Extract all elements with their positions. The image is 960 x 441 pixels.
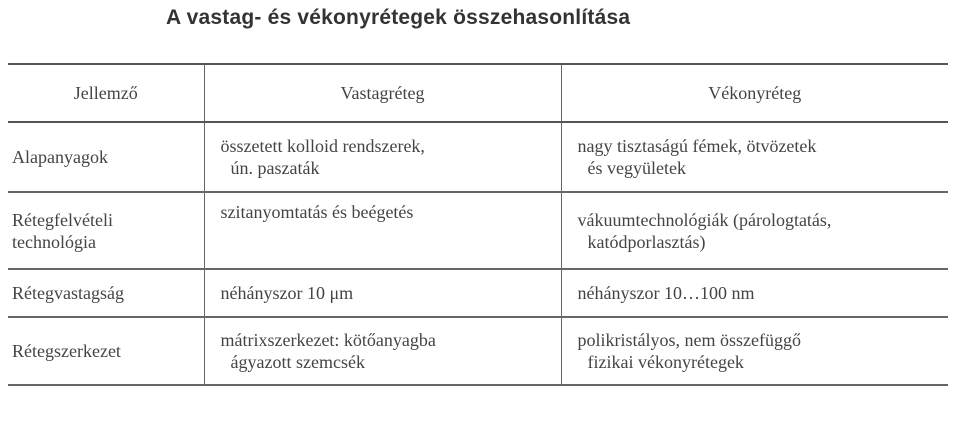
header-vastagreteg: Vastagréteg	[204, 64, 561, 122]
cell-thick-alapanyagok: összetett kolloid rendszerek, ún. paszaták	[204, 122, 561, 192]
table-row	[8, 122, 948, 192]
row-label-alapanyagok: Alapanyagok	[8, 122, 204, 192]
cell-thick-retegvastagsag: néhányszor 10 μm	[204, 269, 561, 317]
header-jellemzo: Jellemző	[8, 64, 204, 122]
cell-thin-retegvastagsag: néhányszor 10…100 nm	[561, 269, 948, 317]
cell-thin-retegfelveteli: vákuumtechnológiák (párologtatás, katódporlasztás)	[561, 192, 948, 269]
row-label-retegfelveteli: Rétegfelvételi technológia	[8, 192, 204, 269]
cell-thick-retegszerkezet: mátrixszerkezet: kötőanyagba ágyazott szemcsék	[204, 317, 561, 385]
document-title: A vastag- és vékonyrétegek összehasonlítása	[166, 6, 631, 29]
cell-thin-retegszerkezet: polikristályos, nem összefüggő fizikai vékonyrétegek	[561, 317, 948, 385]
table-row	[8, 269, 948, 317]
table-row	[8, 192, 948, 269]
comparison-table	[8, 63, 948, 386]
row-label-retegszerkezet: Rétegszerkezet	[8, 317, 204, 385]
table-row	[8, 317, 948, 385]
cell-thin-alapanyagok: nagy tisztaságú fémek, ötvözetek és vegyületek	[561, 122, 948, 192]
row-label-retegvastagsag: Rétegvastagság	[8, 269, 204, 317]
header-vekonyreteg: Vékonyréteg	[561, 64, 948, 122]
cell-thick-retegfelveteli: szitanyomtatás és beégetés	[204, 192, 561, 269]
table-header-row	[8, 64, 948, 122]
